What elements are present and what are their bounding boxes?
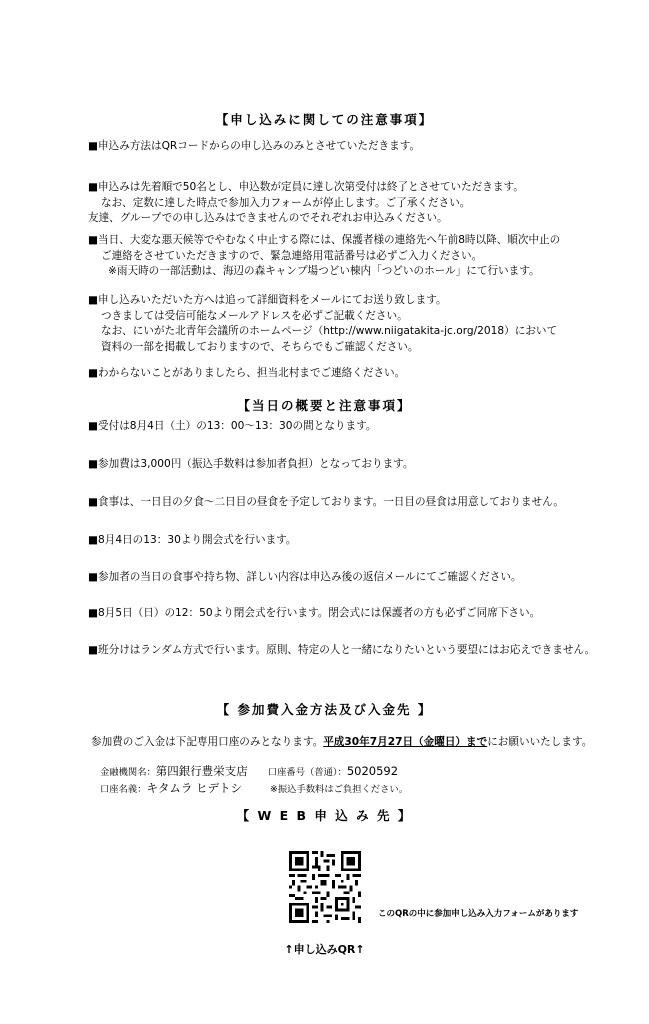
bank-name: 第四銀行豊栄支店 <box>155 764 248 778</box>
qr-code-image[interactable] <box>289 851 361 923</box>
notes-paragraph-4 <box>88 293 618 355</box>
notes-line: ■申込みは先着順で50名とし、申込数が定員に達し次第受付は終了とさせていただきます。 <box>88 181 524 193</box>
overview-item: ■8月5日（日）の12：50より閉会式を行います。閉会式には保護者の方も必ずご同席下さい。 <box>88 607 541 619</box>
holder-name: キタムラ ヒデトシ <box>146 781 243 795</box>
payment-intro-text: 参加費のご入金は下記専用口座のみとなります。 <box>91 736 324 748</box>
notes-line: ■申込み方法はQRコードからの申し込みのみとさせていただきます。 <box>88 140 421 152</box>
notes-paragraph-2 <box>88 180 618 227</box>
notes-line: ※雨天時の一部活動は、海辺の森キャンプ場つどい棟内「つどいのホール」にて行います。 <box>108 265 540 277</box>
payment-deadline: 平成30年7月27日（金曜日）まで <box>323 736 488 748</box>
account-number: 5020592 <box>346 764 399 778</box>
fee-note: ※振込手数料はご負担ください。 <box>270 784 408 795</box>
overview-heading: 【当日の概要と注意事項】 <box>237 398 412 413</box>
notes-paragraph-3 <box>88 233 618 280</box>
overview-item: ■8月4日の13：30より開会式を行います。 <box>88 534 297 546</box>
notes-paragraph-5 <box>88 366 618 382</box>
qr-label: ↑申し込みQR↑ <box>284 943 365 956</box>
payment-heading: 【 参加費入金方法及び入金先 】 <box>216 702 433 717</box>
notes-line: なお、にいがた北青年会議所のホームページ（http://www.niigatakita-jc.org/2018）において <box>101 325 558 337</box>
overview-item: ■班分けはランダム方式で行います。原則、特定の人と一緒になりたいという要望にはお応えできません。 <box>88 644 596 656</box>
overview-item: ■参加者の当日の食事や持ち物、詳しい内容は申込み後の返信メールにてご確認ください。 <box>88 571 522 583</box>
bank-label: 金融機関名： <box>100 767 156 778</box>
notes-line: ご連絡をさせていただきますので、緊急連絡用電話番号は必ずご入力ください。 <box>101 249 483 262</box>
bank-row <box>100 763 398 779</box>
qr-caption: このQRの中に参加申し込み入力フォームがあります <box>378 909 579 919</box>
notes-line: ■わからないことがありましたら、担当北村までご連絡ください。 <box>88 367 406 379</box>
notes-line: ■当日、大変な悪天候等でやむなく中止する際には、保護者様の連絡先へ午前8時以降、順次中止の <box>88 234 561 246</box>
notes-line: 資料の一部を掲載しておりますので、そちらでもご確認ください。 <box>101 340 419 353</box>
holder-row <box>100 780 408 796</box>
notes-heading: 【申し込みに関しての注意事項】 <box>215 112 434 127</box>
overview-item: ■受付は8月4日（土）の13：00～13：30の間となります。 <box>88 420 377 432</box>
notes-paragraph-1 <box>88 139 618 155</box>
notes-line: つきましては受信可能なメールアドレスを必ずご記載ください。 <box>101 309 408 322</box>
notes-line: ■申し込みいただいた方へは追って詳細資料をメールにてお送り致します。 <box>88 294 447 306</box>
overview-item: ■食事は、一日目の夕食～二日目の昼食を予定しております。一日目の昼食は用意しておりません。 <box>88 496 564 508</box>
notes-line: なお、定数に達した時点で参加入力フォームが停止します。ご了承ください。 <box>101 196 471 209</box>
payment-intro <box>91 734 592 749</box>
account-label: 口座番号（普通）： <box>267 767 347 778</box>
overview-item: ■参加費は3,000円（振込手数料は参加者負担）となっております。 <box>88 458 414 470</box>
web-heading: 【 W E B 申 込 み 先 】 <box>236 808 413 823</box>
notes-line: 友達、グループでの申し込みはできませんのでそれぞれお申込みください。 <box>88 212 448 224</box>
payment-intro-text: にお願いいたします。 <box>487 736 593 748</box>
holder-label: 口座名義： <box>100 784 147 795</box>
